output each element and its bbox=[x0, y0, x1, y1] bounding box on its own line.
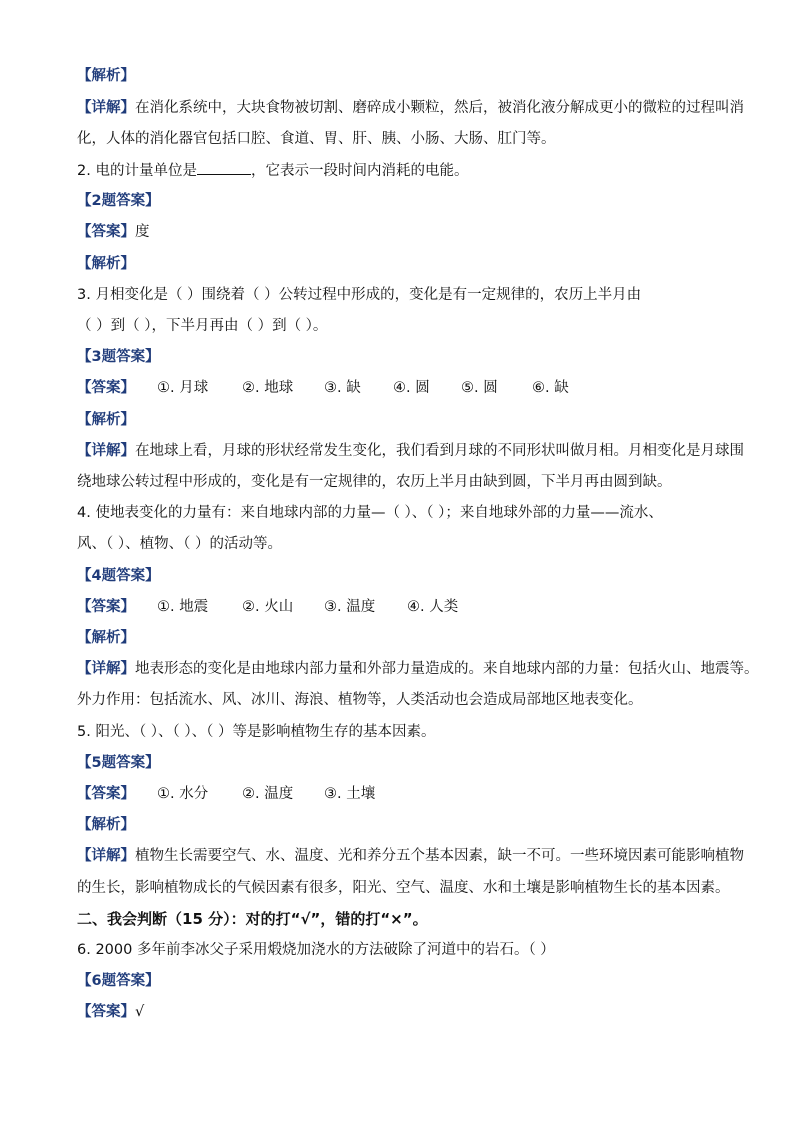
answer-item: ④. 圆 bbox=[393, 380, 430, 396]
analysis-label: 【解析】 bbox=[77, 256, 135, 272]
answer-item: ①. 水分 bbox=[157, 786, 209, 802]
detail-paragraph-5: 【详解】植物生长需要空气、水、温度、光和养分五个基本因素，缺一不可。一些环境因素可能影响植物 bbox=[77, 848, 744, 864]
detail-paragraph-4-cont: 外力作用：包括流水、风、冰川、海浪、植物等，人类活动也会造成局部地区地表变化。 bbox=[77, 692, 643, 708]
question-4-cont: 风、（ ）、植物、（ ）的活动等。 bbox=[77, 536, 282, 552]
question-4: 4. 使地表变化的力量有：来自地球内部的力量—（ ）、（ ）；来自地球外部的力量——流水、 bbox=[77, 505, 663, 521]
answer-item: ②. 火山 bbox=[242, 599, 294, 615]
analysis-label: 【解析】 bbox=[77, 412, 135, 428]
answer-item: ③. 缺 bbox=[324, 380, 361, 396]
q4-answer-header: 【4题答案】 bbox=[77, 568, 160, 584]
detail-paragraph-3: 【详解】在地球上看，月球的形状经常发生变化，我们看到月球的不同形状叫做月相。月相变化是月球围 bbox=[77, 443, 744, 459]
question-6: 6. 2000 多年前李冰父子采用煅烧加浇水的方法破除了河道中的岩石。（ ） bbox=[77, 942, 555, 958]
question-3-cont: （ ）到（ ），下半月再由（ ）到（ ）。 bbox=[77, 318, 328, 334]
q6-answer-header: 【6题答案】 bbox=[77, 973, 160, 989]
detail-paragraph-1: 【详解】在消化系统中，大块食物被切割、磨碎成小颗粒，然后，被消化液分解成更小的微粒的过程叫消 bbox=[77, 100, 744, 116]
answer-item: ④. 人类 bbox=[407, 599, 459, 615]
detail-paragraph-5-cont: 的生长，影响植物成长的气候因素有很多，阳光、空气、温度、水和土壤是影响植物生长的基本因素。 bbox=[77, 880, 730, 896]
q2-answer: 【答案】度 bbox=[77, 224, 150, 240]
detail-paragraph-4: 【详解】地表形态的变化是由地球内部力量和外部力量造成的。来自地球内部的力量：包括火山、地震等。 bbox=[77, 661, 759, 677]
answer-item: ⑥. 缺 bbox=[532, 380, 569, 396]
answer-item: ⑤. 圆 bbox=[461, 380, 498, 396]
question-5: 5. 阳光、（ ）、（ ）、（ ）等是影响植物生存的基本因素。 bbox=[77, 724, 436, 740]
answer-item: ③. 土壤 bbox=[324, 786, 376, 802]
q5-answer: 【答案】 ①. 水分 ②. 温度 ③. 土壤 bbox=[77, 786, 376, 802]
analysis-label: 【解析】 bbox=[77, 817, 135, 833]
q5-answer-header: 【5题答案】 bbox=[77, 755, 160, 771]
detail-paragraph-3-cont: 绕地球公转过程中形成的，变化是有一定规律的，农历上半月由缺到圆，下半月再由圆到缺。 bbox=[77, 474, 672, 490]
analysis-label: 【解析】 bbox=[77, 630, 135, 646]
answer-blank bbox=[197, 160, 251, 175]
answer-item: ②. 地球 bbox=[242, 380, 294, 396]
detail-paragraph-1-cont: 化，人体的消化器官包括口腔、食道、胃、肝、胰、小肠、大肠、肛门等。 bbox=[77, 131, 556, 147]
question-2: 2. 电的计量单位是 ，它表示一段时间内消耗的电能。 bbox=[77, 160, 737, 181]
answer-item: ②. 温度 bbox=[242, 786, 294, 802]
q3-answer-header: 【3题答案】 bbox=[77, 349, 160, 365]
q4-answer: 【答案】 ①. 地震 ②. 火山 ③. 温度 ④. 人类 bbox=[77, 599, 459, 615]
answer-item: ③. 温度 bbox=[324, 599, 376, 615]
answer-item: ①. 地震 bbox=[157, 599, 209, 615]
section-heading: 二、我会判断（15 分）：对的打“√”，错的打“×”。 bbox=[77, 910, 428, 928]
answer-item: ①. 月球 bbox=[157, 380, 209, 396]
q2-answer-header: 【2题答案】 bbox=[77, 193, 160, 209]
q6-answer: 【答案】√ bbox=[77, 1004, 145, 1020]
question-3: 3. 月相变化是（ ）围绕着（ ）公转过程中形成的，变化是有一定规律的，农历上半月由 bbox=[77, 287, 642, 303]
analysis-label: 【解析】 bbox=[77, 68, 135, 84]
q3-answer: 【答案】 ①. 月球 ②. 地球 ③. 缺 ④. 圆 ⑤. 圆 ⑥. 缺 bbox=[77, 380, 569, 396]
